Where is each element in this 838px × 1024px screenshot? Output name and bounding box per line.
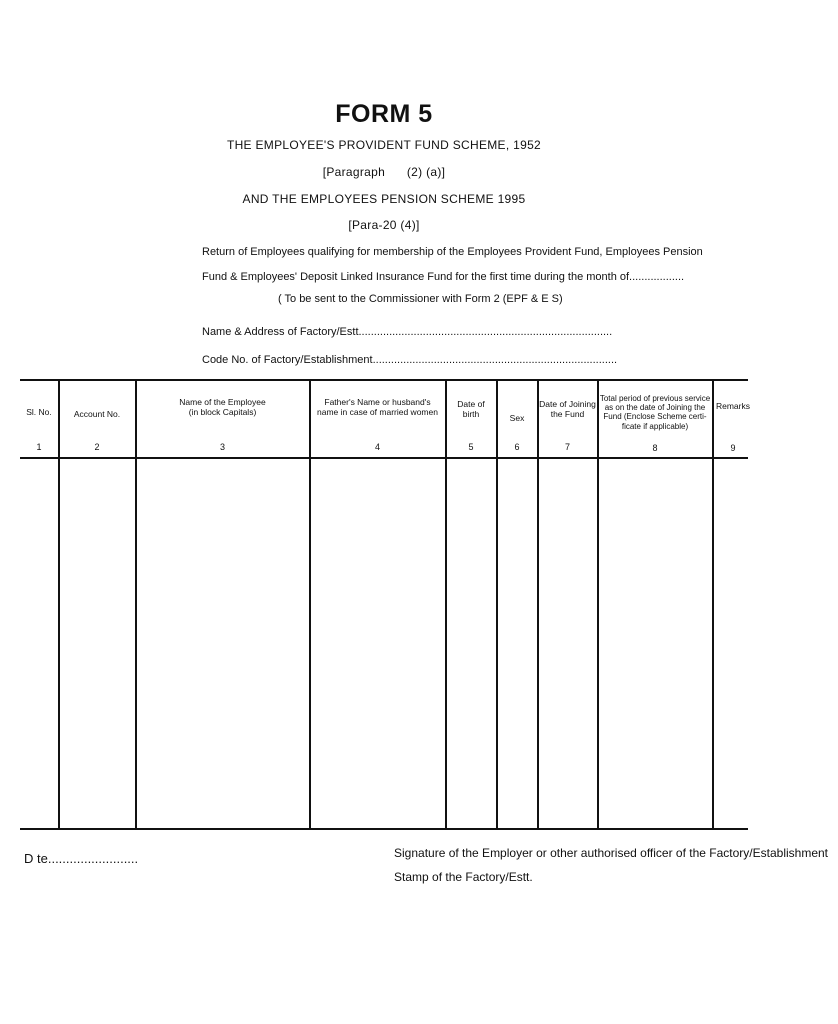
col-number: 6 [514, 442, 520, 452]
col-number: 2 [94, 442, 100, 452]
form-title: FORM 5 [335, 100, 433, 128]
pension-scheme-title: AND THE EMPLOYEES PENSION SCHEME 1995 [242, 192, 526, 206]
signature-line: Signature of the Employer or other authorised officer of the Factory/Establishment [394, 846, 829, 860]
col-number: 7 [564, 442, 570, 452]
col-number: 9 [730, 443, 736, 453]
para-reference: [Para-20 (4)] [348, 218, 420, 232]
return-text-line-2: Fund & Employees' Deposit Linked Insurance Fund for the first time during the month of.................. [202, 271, 685, 283]
col-header-father-name: Father's Name or husband's name in case of married women [317, 397, 438, 417]
send-note: ( To be sent to the Commissioner with Form 2 (EPF & E S) [278, 293, 563, 305]
table-top-rule [20, 379, 748, 381]
table-bottom-rule [20, 828, 748, 830]
date-field[interactable]: D te......................... [24, 851, 139, 866]
scheme-title: THE EMPLOYEE'S PROVIDENT FUND SCHEME, 1952 [226, 138, 542, 152]
col-header-employee-name: Name of the Employee (in block Capitals) [179, 397, 266, 417]
stamp-line: Stamp of the Factory/Estt. [394, 870, 533, 884]
col-header-sl-no: Sl. No. [26, 407, 52, 417]
factory-code-field[interactable]: Code No. of Factory/Establishment................................................................................ [202, 354, 618, 366]
return-text-line-1: Return of Employees qualifying for membership of the Employees Provident Fund, Employees Pension [202, 246, 703, 258]
col-header-previous-service: Total period of previous service as on the date of Joining the Fund (Enclose Scheme certi- ficate if applicable) [599, 394, 711, 431]
col-number: 4 [374, 442, 380, 452]
paragraph-reference: [Paragraph (2) (a)] [322, 165, 446, 179]
factory-name-address-field[interactable]: Name & Address of Factory/Estt................................................................................... [202, 326, 613, 338]
col-number: 5 [468, 442, 474, 452]
col-header-account-no: Account No. [73, 409, 121, 419]
table-header-rule [20, 457, 748, 459]
col-header-date-of-birth: Date of birth [457, 399, 485, 419]
col-header-date-of-joining: Date of Joining the Fund [539, 399, 596, 419]
col-header-remarks: Remarks [715, 401, 750, 411]
col-number: 1 [36, 442, 42, 452]
col-number: 3 [219, 442, 225, 452]
col-header-sex: Sex [509, 413, 525, 423]
col-number: 8 [652, 443, 658, 453]
